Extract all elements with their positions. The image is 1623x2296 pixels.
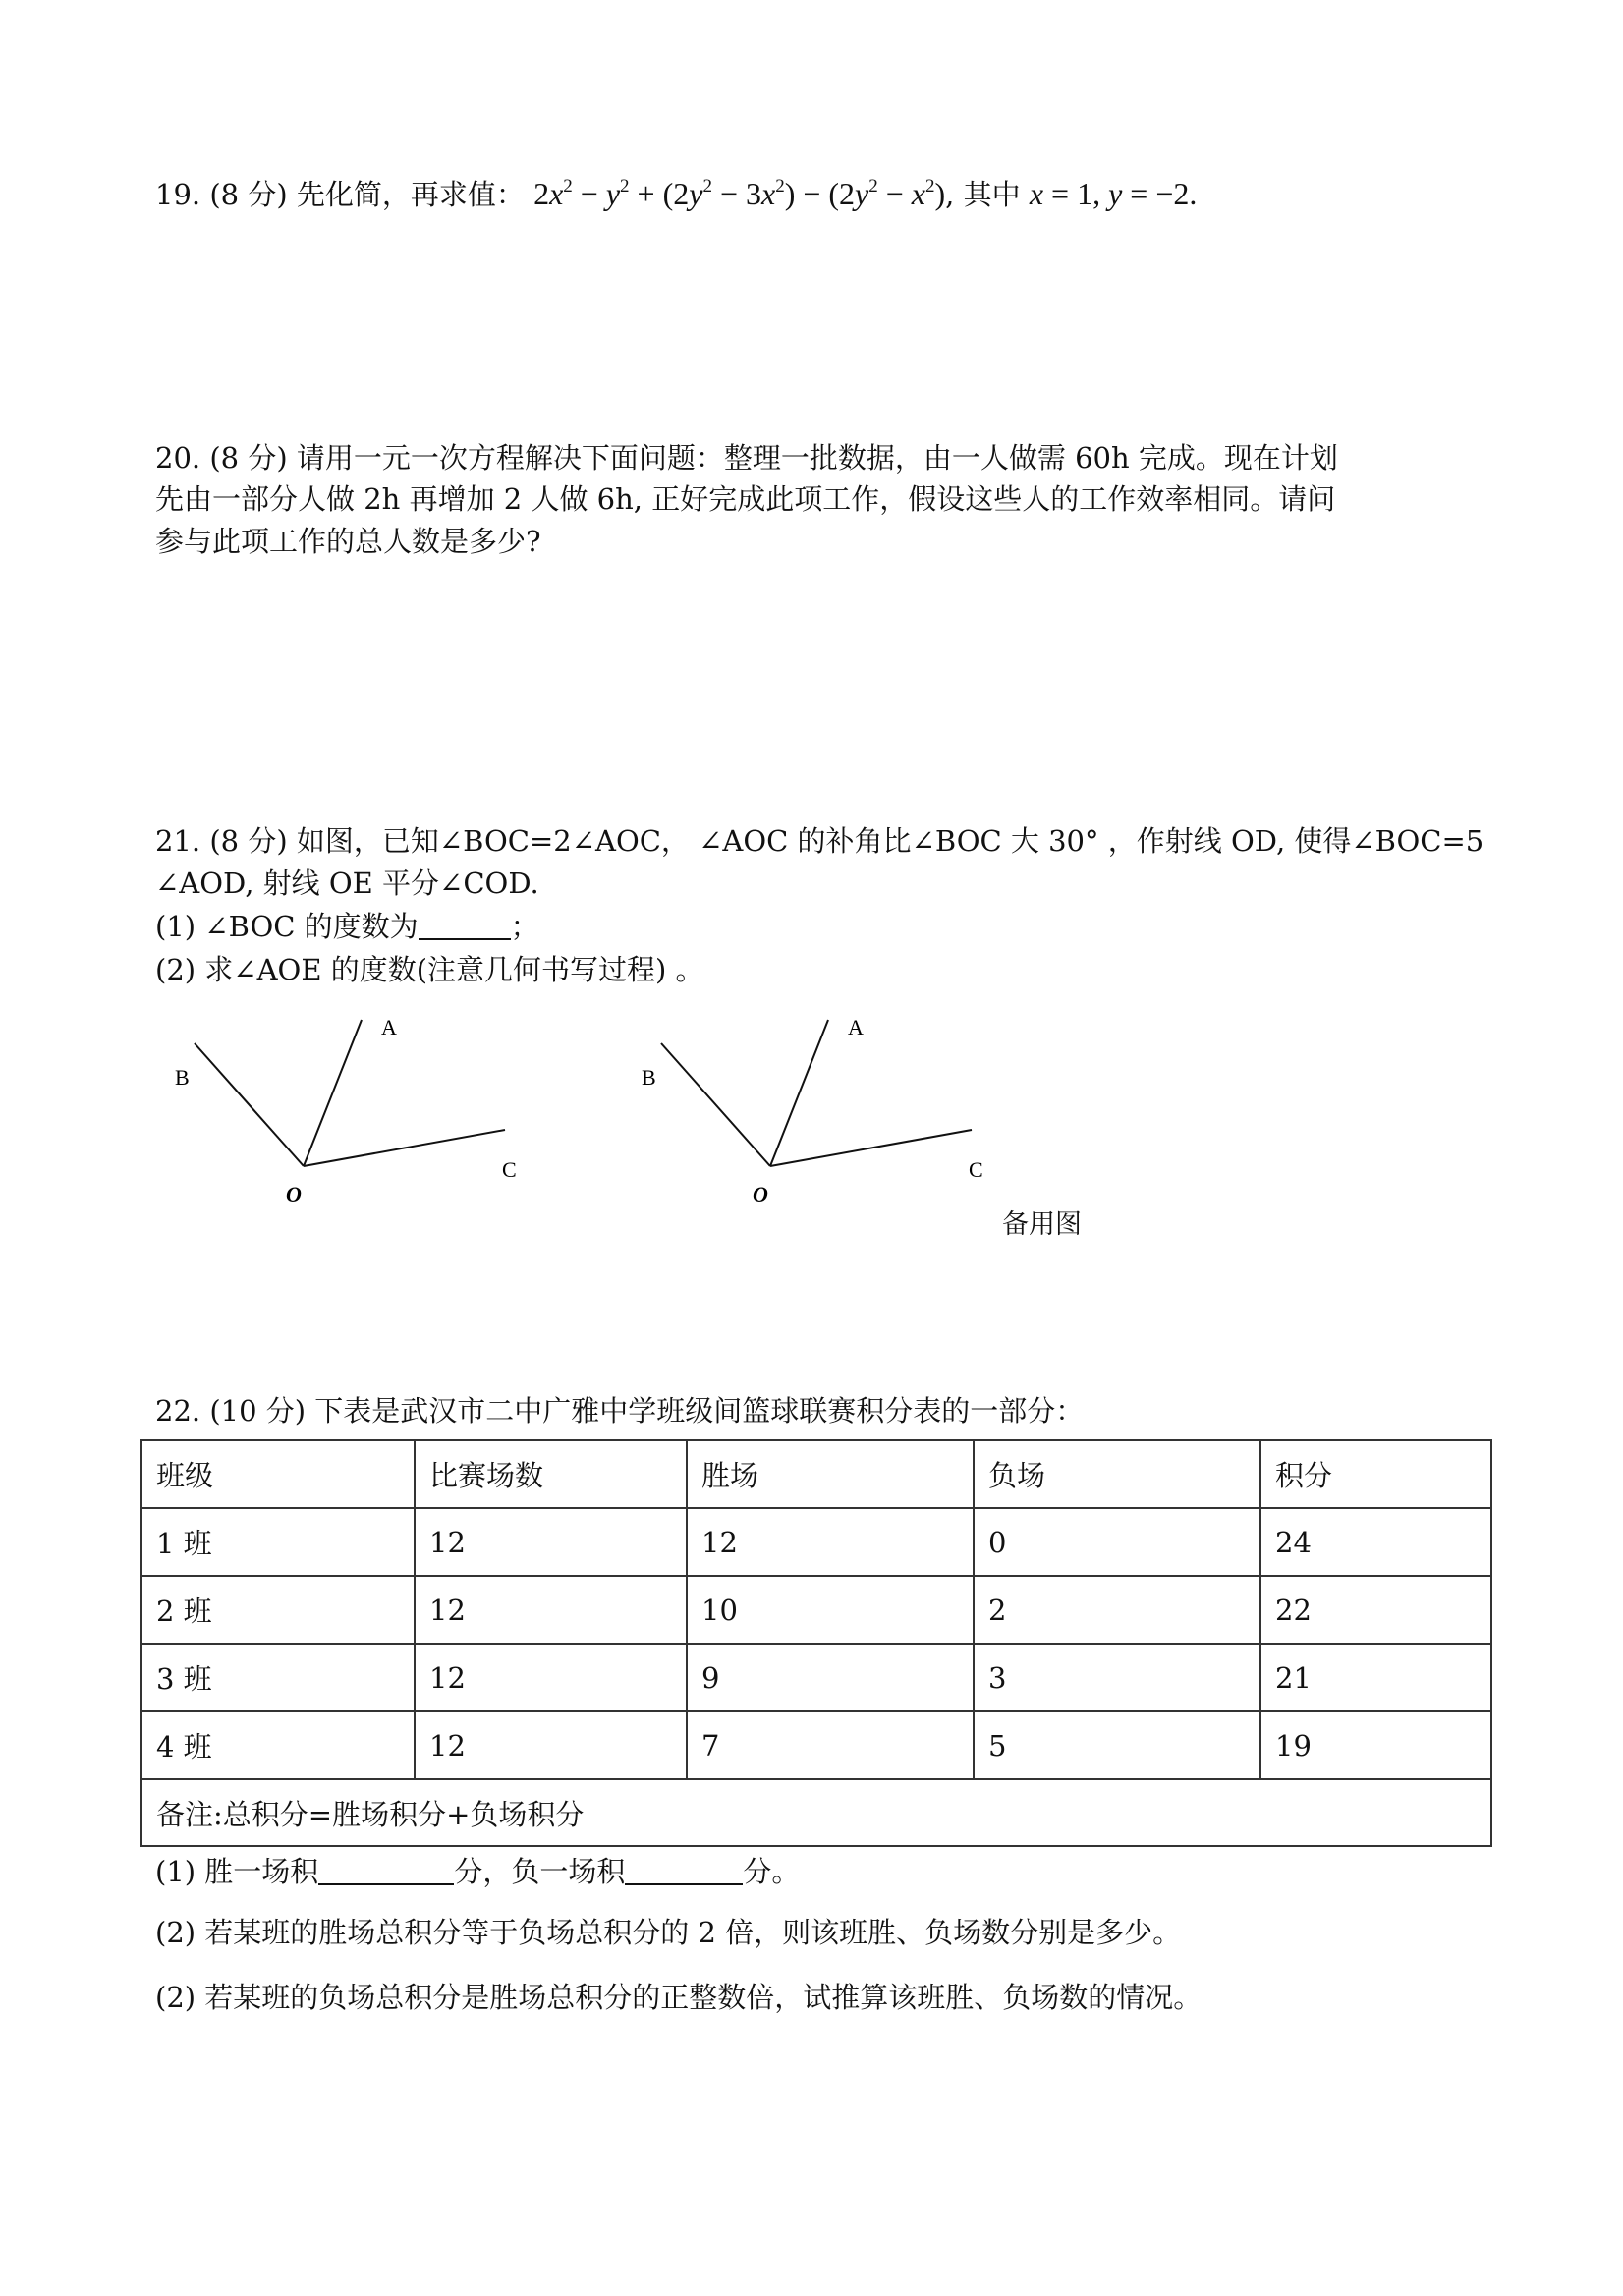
- ray-oa: [304, 1020, 362, 1166]
- label-o: O: [753, 1182, 768, 1206]
- q19-expression: $2x^2 - y^2 + (2y^2 - 3x^2) - (2y^2 - x^2)$: [533, 176, 946, 211]
- score-table: [140, 1439, 1492, 1847]
- table-cell: 21: [1260, 1644, 1491, 1711]
- q19-suffix: 其中: [963, 178, 1021, 211]
- label-a: A: [848, 1015, 864, 1039]
- q20-line-2: 先由一部分人做 2h 再增加 2 人做 6h, 正好完成此项工作，假设这些人的工作效率相同。请问: [155, 482, 1336, 516]
- table-row: [141, 1576, 1491, 1644]
- table-header-row: [141, 1440, 1491, 1508]
- table-cell: 5: [974, 1711, 1260, 1779]
- table-cell: 7: [687, 1711, 974, 1779]
- table-header-cell: 负场: [974, 1440, 1260, 1508]
- table-cell: 9: [687, 1644, 974, 1711]
- q21-line-1: 21. (8 分) 如图，已知∠BOC=2∠AOC， ∠AOC 的补角比∠BOC 大 30° ，作射线 OD, 使得∠BOC=5: [155, 824, 1484, 858]
- table-cell: 22: [1260, 1576, 1491, 1644]
- label-b: B: [175, 1065, 190, 1090]
- table-cell: 2: [974, 1576, 1260, 1644]
- label-b: B: [642, 1065, 656, 1090]
- q19-prefix: 19. (8 分) 先化简，再求值：: [155, 178, 525, 211]
- table-cell: 12: [415, 1508, 687, 1576]
- table-header-cell: 积分: [1260, 1440, 1491, 1508]
- answer-blank-boc[interactable]: [419, 911, 511, 940]
- table-cell: 4 班: [141, 1711, 415, 1779]
- q20-line-3: 参与此项工作的总人数是多少?: [155, 525, 541, 558]
- answer-blank-loss-points[interactable]: [625, 1856, 743, 1885]
- table-cell: 24: [1260, 1508, 1491, 1576]
- table-cell: 19: [1260, 1711, 1491, 1779]
- ray-oc: [770, 1130, 972, 1166]
- table-note-row: [141, 1779, 1491, 1846]
- q22-intro: 22. (10 分) 下表是武汉市二中广雅中学班级间篮球联赛积分表的一部分：: [155, 1394, 1085, 1428]
- table-cell: 0: [974, 1508, 1260, 1576]
- ray-ob: [195, 1043, 304, 1166]
- angle-figure-main: [147, 1002, 540, 1238]
- label-o: O: [286, 1182, 302, 1206]
- table-note: 备注:总积分=胜场积分+负场积分: [141, 1779, 1491, 1846]
- table-cell: 10: [687, 1576, 974, 1644]
- table-cell: 3: [974, 1644, 1260, 1711]
- table-row: [141, 1711, 1491, 1779]
- q21-line-2: ∠AOD, 射线 OE 平分∠COD.: [155, 867, 539, 900]
- label-c: C: [969, 1157, 983, 1182]
- angle-figure-backup: [614, 1002, 1007, 1238]
- q21-part-1: (1) ∠BOC 的度数为 ；: [155, 910, 539, 943]
- ray-ob: [661, 1043, 770, 1166]
- answer-blank-win-points[interactable]: [318, 1856, 454, 1885]
- table-cell: 1 班: [141, 1508, 415, 1576]
- table-header-cell: 比赛场数: [415, 1440, 687, 1508]
- q22-part-1: (1) 胜一场积 分，负一场积 分。: [155, 1855, 801, 1888]
- q22-part-2: (2) 若某班的胜场总积分等于负场总积分的 2 倍，则该班胜、负场数分别是多少。: [155, 1916, 1182, 1949]
- q19-condition: x = 1, y = −2.: [1029, 176, 1198, 211]
- label-c: C: [502, 1157, 517, 1182]
- table-cell: 2 班: [141, 1576, 415, 1644]
- table-cell: 12: [687, 1508, 974, 1576]
- label-a: A: [381, 1015, 397, 1039]
- table-row: [141, 1644, 1491, 1711]
- table-cell: 3 班: [141, 1644, 415, 1711]
- table-header-cell: 班级: [141, 1440, 415, 1508]
- table-header-cell: 胜场: [687, 1440, 974, 1508]
- q19-line: 19. (8 分) 先化简，再求值： $2x^2 - y^2 + (2y^2 - 3x^2) - (2y^2 - x^2)$, 其中 x = 1, y = −2.: [155, 176, 1198, 211]
- table-cell: 12: [415, 1576, 687, 1644]
- ray-oc: [304, 1130, 505, 1166]
- table-row: [141, 1508, 1491, 1576]
- backup-figure-caption: 备用图: [1002, 1209, 1082, 1240]
- ray-oa: [770, 1020, 828, 1166]
- q21-part-2: (2) 求∠AOE 的度数(注意几何书写过程) 。: [155, 953, 704, 986]
- table-cell: 12: [415, 1711, 687, 1779]
- q22-part-3: (2) 若某班的负场总积分是胜场总积分的正整数倍，试推算该班胜、负场数的情况。: [155, 1981, 1203, 2014]
- q20-line-1: 20. (8 分) 请用一元一次方程解决下面问题：整理一批数据，由一人做需 60h 完成。现在计划: [155, 441, 1338, 475]
- table-cell: 12: [415, 1644, 687, 1711]
